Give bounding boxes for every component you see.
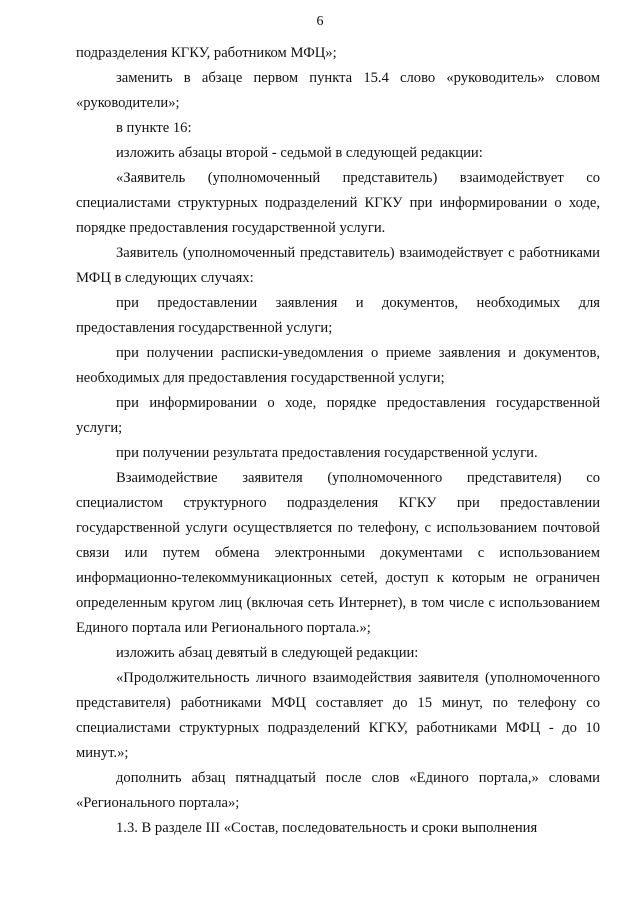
paragraph-12: изложить абзац девятый в следующей редакции: xyxy=(116,645,419,661)
document-body xyxy=(76,41,600,841)
paragraph-2: заменить в абзаце первом пункта 15.4 слово «руководитель» словом «руководители»; xyxy=(76,70,600,111)
paragraph-13: «Продолжительность личного взаимодействия заявителя (уполномоченного представителя) работниками МФЦ составляет до 15 минут, по телефону со специалистами структурных подразделений КГКУ, работниками МФЦ - до 10 минут.»; xyxy=(76,670,600,761)
paragraph-4: изложить абзацы второй - седьмой в следующей редакции: xyxy=(116,145,483,161)
paragraph-14: дополнить абзац пятнадцатый после слов «Единого портала,» словами «Регионального портала»; xyxy=(76,770,600,811)
page-number: 6 xyxy=(316,14,324,29)
paragraph-3: в пункте 16: xyxy=(116,120,192,136)
paragraph-6: Заявитель (уполномоченный представитель) взаимодействует с работниками МФЦ в следующих случаях: xyxy=(76,245,600,286)
paragraph-9: при информировании о ходе, порядке предоставления государственной услуги; xyxy=(76,395,600,436)
paragraph-7: при предоставлении заявления и документов, необходимых для предоставления государственной услуги; xyxy=(76,295,600,336)
paragraph-10: при получении результата предоставления государственной услуги. xyxy=(116,445,538,461)
paragraph-11: Взаимодействие заявителя (уполномоченного представителя) со специалистом структурного подразделения КГКУ при предоставлении государственной услуги осуществляется по телефону, с использованием почтовой связи или путем обмена электронными документами с использованием информационно-телекоммуникационных сетей, доступ к которым не ограничен определенным кругом лиц (включая сеть Интернет), в том числе с использованием Единого портала или Регионального портала.»; xyxy=(76,470,600,636)
paragraph-1: подразделения КГКУ, работником МФЦ»; xyxy=(76,45,337,61)
paragraph-5: «Заявитель (уполномоченный представитель) взаимодействует со специалистами структурных подразделений КГКУ при информировании о ходе, порядке предоставления государственной услуги. xyxy=(76,170,600,236)
paragraph-15: 1.3. В разделе III «Состав, последовательность и сроки выполнения xyxy=(116,820,538,836)
paragraph-8: при получении расписки-уведомления о приеме заявления и документов, необходимых для предоставления государственной услуги; xyxy=(76,345,600,386)
